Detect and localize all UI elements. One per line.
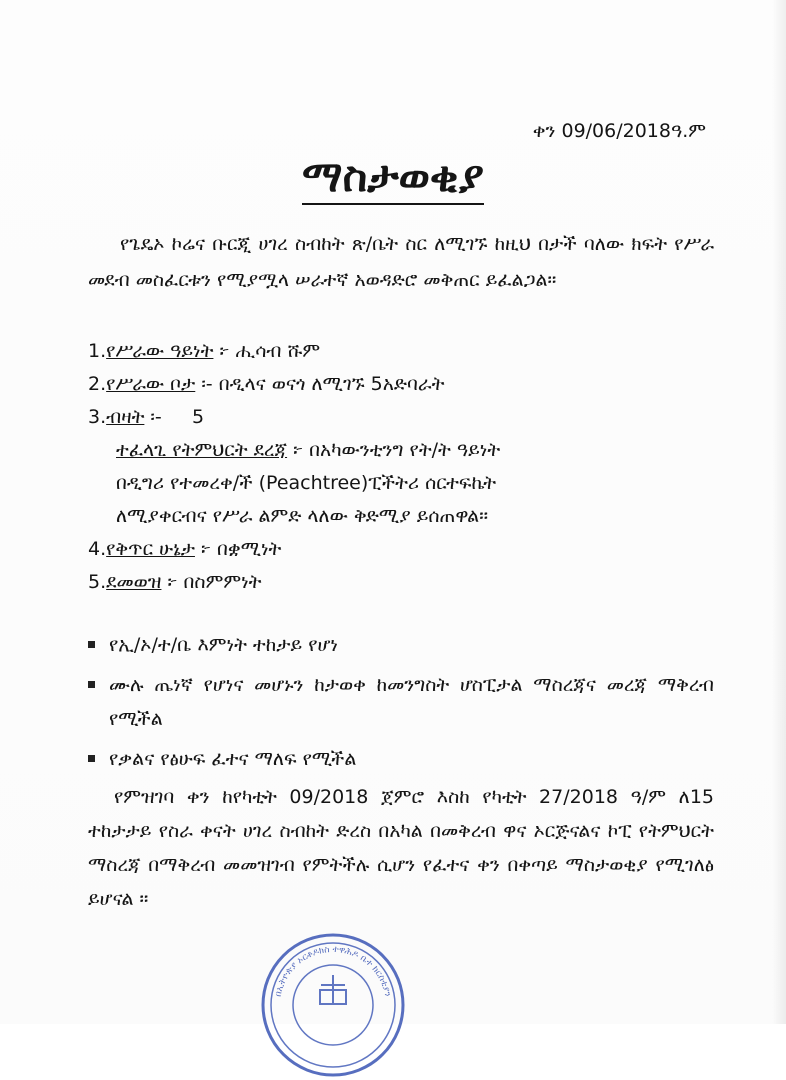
bullet-item xyxy=(88,628,714,662)
document-date: ቀን 09/06/2018ዓ.ም xyxy=(532,120,706,142)
list-item xyxy=(88,368,726,401)
education-line-3: ለሚያቀርብና የሥራ ልምድ ላለው ቅድሚያ ይሰጠዋል። xyxy=(116,505,489,527)
bullet-text: ሙሉ ጤነኛ የሆነና መሆኑን ከታወቀ ከመንግስት ሆስፒታል ማስረጃና መረጃ ማቅረብ የሚችል xyxy=(109,674,714,730)
bullet-list xyxy=(88,628,714,782)
list-item xyxy=(88,335,726,368)
item-key: የሥራው ዓይነት xyxy=(106,340,214,362)
bullet-item xyxy=(88,668,714,736)
item-separator: ፡- xyxy=(144,406,168,428)
requirements-list xyxy=(88,335,726,599)
bullet-square-icon xyxy=(88,681,95,688)
item-number: 3. xyxy=(88,406,107,428)
item-separator: ፡- xyxy=(195,373,219,395)
closing-paragraph: የምዝገባ ቀን ከየካቲት 09/2018 ጀምሮ እስከ የካቲት 27/2018 ዓ/ም ለ15 ተከታታይ የስራ ቀናት ሀገረ ስብከት ድረስ በአካል በመቅረብ ዋና ኦርጅናልና ኮፒ የትምህርት ማስረጃ በማቅረብ መመዝገብ የምትችሉ ሲሆን የፈተና ቀን በቀጣይ ማስታወቂያ የሚገለፅ ይሆናል ። xyxy=(88,786,714,910)
item-value: ሒሳብ ሹም xyxy=(235,340,321,362)
intro-paragraph: የጌዴኦ ኮሬና ቡርጂ ሀገረ ስብከት ጽ/ቤት ስር ለሚገኙ ከዚህ በታች ባለው ክፍት የሥራ መደብ መስፈርቱን የሚያሟላ ሠራተኛ አወዳድሮ መቅጠር ይፈልጋል። xyxy=(88,233,714,291)
bullet-item xyxy=(88,742,714,776)
item-value: በዲላና ወናጎ ለሚገኙ 5አድባራት xyxy=(218,373,445,395)
item-value: 5 xyxy=(167,406,205,428)
item-value: በስምምነት xyxy=(183,571,262,593)
bullet-square-icon xyxy=(88,641,95,648)
title-text: ማስታወቂያ xyxy=(302,152,484,205)
item-separator: ፦ xyxy=(287,439,310,461)
item-separator: ፦ xyxy=(161,571,184,593)
education-line-1 xyxy=(88,434,726,467)
item-key: ብዛት xyxy=(106,406,145,428)
church-seal-stamp xyxy=(258,930,408,1080)
education-line-2: በዲግሪ የተመረቀ/ች (Peachtree)ፒችትሪ ሰርተፍኬት xyxy=(116,472,497,494)
bullet-square-icon xyxy=(88,755,95,762)
item-number: 5. xyxy=(88,571,107,593)
seal-cross-icon xyxy=(320,975,346,1005)
seal-text: በኢትዮጵያ ኦርቶዶክስ ተዋሕዶ ቤተ ክርስቲያን xyxy=(273,944,393,998)
item-value: በቋሚነት xyxy=(217,538,282,560)
list-item xyxy=(88,566,726,599)
item-number: 4. xyxy=(88,538,107,560)
item-number: 1. xyxy=(88,340,107,362)
item-separator: ፦ xyxy=(194,538,218,560)
bullet-text: የኢ/ኦ/ተ/ቤ እምነት ተከታይ የሆነ xyxy=(109,634,338,656)
item-key: የቅጥር ሁኔታ xyxy=(106,538,195,560)
bullet-text: የቃልና የፅሁፍ ፈተና ማለፍ የሚችል xyxy=(109,748,357,770)
item-key: ደመወዝ xyxy=(106,571,162,593)
list-item xyxy=(88,401,726,434)
item-key: የሥራው ቦታ xyxy=(106,373,196,395)
list-item xyxy=(88,533,726,566)
education-value: በአካውንቲንግ የት/ት ዓይነት xyxy=(309,439,501,461)
item-separator: ፦ xyxy=(213,340,236,362)
page-title xyxy=(0,152,786,202)
item-number: 2. xyxy=(88,373,107,395)
education-key: ተፈላጊ የትምህርት ደረጃ xyxy=(116,439,288,461)
